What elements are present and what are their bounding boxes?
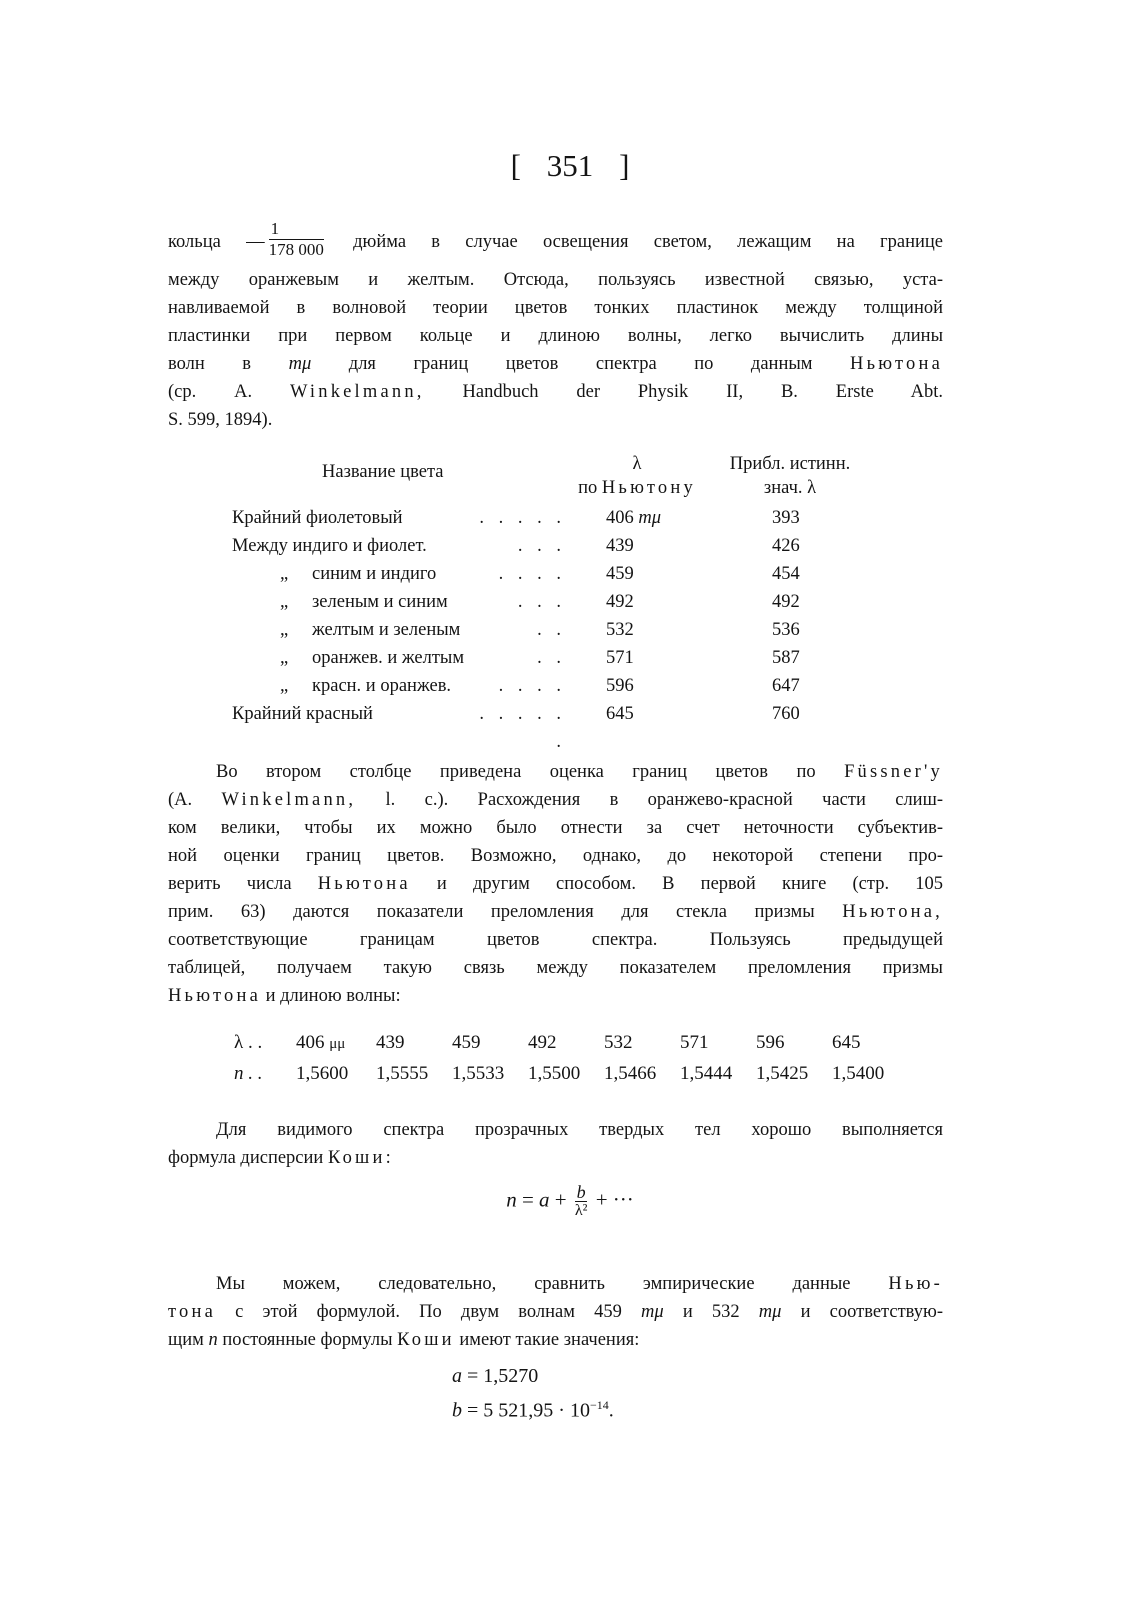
color-boundary-table <box>232 452 892 752</box>
table-header <box>232 452 892 504</box>
row-true: 426 <box>772 536 800 556</box>
text: имеют такие значения: <box>459 1330 640 1350</box>
text: (ср. A. <box>168 382 253 402</box>
cell: 492 <box>528 1032 557 1053</box>
ditto-mark: „ <box>280 676 289 696</box>
cell: 1,5500 <box>528 1063 581 1084</box>
table-row <box>232 504 892 532</box>
text-line <box>168 1270 943 1298</box>
text-line <box>168 218 943 266</box>
fraction-numerator: 1 <box>269 219 324 240</box>
row-true: 536 <box>772 620 800 640</box>
unit-text: mμ <box>638 508 662 528</box>
cell: 571 <box>680 1032 709 1053</box>
name-spaced: Ньютону <box>601 478 696 498</box>
name-spaced: Коши: <box>327 1148 394 1168</box>
punctuation: . <box>608 1399 614 1422</box>
row-name <box>280 616 460 644</box>
formula-symbol: b <box>452 1399 462 1422</box>
text: верить числа <box>168 874 292 894</box>
formula-symbol: n <box>506 1187 517 1212</box>
text: и другим способом. В первой книге (стр. 105 <box>436 874 944 894</box>
table-row <box>232 616 892 644</box>
name-spaced: Ньютона <box>850 354 944 374</box>
text-line <box>168 378 943 406</box>
paragraph-2 <box>168 758 943 1010</box>
paragraph-3 <box>168 1116 943 1172</box>
cell <box>296 1028 376 1059</box>
text: Во втором столбце приведена оценка границ цветов по <box>216 762 816 782</box>
bracket-close: ] <box>619 148 630 183</box>
cauchy-formula <box>0 1184 1140 1219</box>
row-name: Крайний фиолетовый <box>232 508 403 528</box>
row-name <box>280 588 448 616</box>
row-name: Между индиго и фиолет. <box>232 536 427 556</box>
text: щим <box>168 1330 204 1350</box>
text: Мы можем, следовательно, сравнить эмпирические данные <box>216 1274 851 1294</box>
row-name <box>280 560 436 588</box>
text-line: соответствующие границам цветов спектра. Пользуясь предыдущей <box>168 930 943 950</box>
unit-text: mμ <box>288 354 312 374</box>
header-text: знач. λ <box>763 478 817 498</box>
constant-b <box>452 1391 614 1426</box>
text: зеленым и синим <box>312 592 448 612</box>
cell: 1,5533 <box>452 1063 505 1084</box>
header-text: λ <box>632 454 642 474</box>
text: прим. 63) даются показатели преломления для стекла призмы <box>168 902 815 922</box>
text: (A. <box>168 790 193 810</box>
cell: 1,5400 <box>832 1063 885 1084</box>
ditto-mark: „ <box>280 648 289 668</box>
row-name <box>280 672 451 700</box>
text: l. c.). Расхождения в оранжево-красной части слиш- <box>385 790 943 810</box>
cell: 439 <box>376 1032 405 1053</box>
name-spaced: Ньютона <box>317 874 411 894</box>
leader-dots: . . <box>537 620 566 640</box>
fraction <box>269 219 324 260</box>
text-line: Для видимого спектра прозрачных твердых тел хорошо выполняется <box>216 1120 943 1140</box>
fraction-numerator: b <box>576 1182 586 1202</box>
leader-dots: . . <box>537 648 566 668</box>
row-true: 760 <box>772 704 800 724</box>
ditto-mark: „ <box>280 592 289 612</box>
header-true-value <box>710 452 870 500</box>
cell: 459 <box>452 1032 481 1053</box>
row-newton: 459 <box>606 564 634 584</box>
text: Handbuch der Physik II, B. Erste Abt. <box>462 382 944 402</box>
text-line: пластинки при первом кольце и длиною волны, легко вычислить длины <box>168 326 943 346</box>
leader-dots: . . . <box>517 536 566 556</box>
cell: 645 <box>832 1032 861 1053</box>
cauchy-constants <box>452 1362 614 1426</box>
text: постоянные формулы <box>222 1330 393 1350</box>
formula-symbol: a <box>452 1365 462 1387</box>
leader-dots: . . . <box>517 592 566 612</box>
text-line: между оранжевым и желтым. Отсюда, пользуясь известной связью, уста- <box>168 270 943 290</box>
text: оранжев. и желтым <box>312 648 465 668</box>
formula-operator: = <box>521 1187 534 1212</box>
cell: 1,5555 <box>376 1063 429 1084</box>
header-color-name: Название цвета <box>322 462 444 482</box>
row-name <box>280 644 464 672</box>
formula-operator: + <box>554 1187 567 1212</box>
formula-tail: + ··· <box>595 1187 634 1212</box>
table-row <box>232 672 892 700</box>
text-line <box>168 1326 943 1354</box>
constant-value: = 5 521,95 · 10 <box>467 1399 590 1422</box>
formula-fraction <box>575 1184 588 1219</box>
header-text: по <box>578 478 598 498</box>
value: 406 <box>296 1032 325 1053</box>
text-line: таблицей, получаем такую связь между показателем преломления призмы <box>168 958 943 978</box>
text: дюйма в случае освещения светом, лежащим на границе <box>353 232 943 252</box>
name-spaced: Füssner'у <box>844 762 944 782</box>
formula-symbol: n <box>208 1330 218 1350</box>
text-line <box>168 758 943 786</box>
constant-value: = 1,5270 <box>467 1365 539 1387</box>
cell: 532 <box>604 1032 633 1053</box>
table-row <box>232 532 892 560</box>
text: для границ цветов спектра по данным <box>348 354 813 374</box>
name-spaced: Нью- <box>888 1274 944 1294</box>
text: красн. и оранжев. <box>312 676 452 696</box>
n-row <box>234 1059 908 1088</box>
text-line <box>168 1144 943 1172</box>
text-line <box>168 786 943 814</box>
leader-dots: . . . . . . <box>479 704 566 752</box>
text-line: ной оценки границ цветов. Возможно, однако, до некоторой степени про- <box>168 846 943 866</box>
row-newton: 571 <box>606 648 634 668</box>
name-spaced: Коши <box>397 1330 455 1350</box>
text-line: ком велики, чтобы их можно было отнести за счет неточности субъектив- <box>168 818 943 838</box>
refraction-index-table <box>234 1028 908 1088</box>
row-newton <box>606 504 661 532</box>
fraction-denominator: λ² <box>574 1202 588 1219</box>
unit-text: mμ <box>641 1302 664 1322</box>
table-row <box>232 588 892 616</box>
paragraph-1 <box>168 218 943 434</box>
table-body <box>232 504 892 752</box>
table-row <box>232 700 892 752</box>
text: и 532 <box>682 1302 740 1322</box>
ditto-mark: „ <box>280 564 289 584</box>
header-newton <box>567 452 707 500</box>
row-true: 393 <box>772 508 800 528</box>
text: синим и индиго <box>312 564 437 584</box>
cell: 1,5444 <box>680 1063 733 1084</box>
text-line: навливаемой в волновой теории цветов тонких пластинок между толщиной <box>168 298 943 318</box>
text: волн в <box>168 354 252 374</box>
fraction-denominator: 178 000 <box>268 240 324 260</box>
text: желтым и зеленым <box>312 620 461 640</box>
leader-dots: . . . . <box>498 676 566 696</box>
formula-symbol: a <box>539 1187 550 1212</box>
name-spaced: Winkelmann, <box>289 382 425 402</box>
cell: 1,5466 <box>604 1063 657 1084</box>
header-text: Прибл. истинн. <box>729 454 851 474</box>
lambda-row <box>234 1028 908 1059</box>
text: с этой формулой. По двум волнам 459 <box>235 1302 622 1322</box>
row-label: λ . . <box>234 1032 263 1053</box>
row-label: n . . <box>234 1063 263 1084</box>
unit-text: mμ <box>758 1302 782 1322</box>
row-newton: 532 <box>606 620 634 640</box>
row-true: 647 <box>772 676 800 696</box>
text-line <box>168 870 943 898</box>
text-line <box>168 350 943 378</box>
table-row <box>232 560 892 588</box>
row-true: 454 <box>772 564 800 584</box>
cell: 1,5600 <box>296 1063 349 1084</box>
value: 406 <box>606 508 634 528</box>
name-spaced: тона <box>168 1302 217 1322</box>
text: и длиною волны: <box>265 986 401 1006</box>
text-line: S. 599, 1894). <box>168 410 273 430</box>
leader-dots: . . . . . <box>479 508 566 528</box>
text-line <box>168 898 943 926</box>
name-spaced: Winkelmann, <box>221 790 357 810</box>
paragraph-4 <box>168 1270 943 1354</box>
bracket-open: [ <box>510 148 521 183</box>
text-line <box>168 982 943 1010</box>
row-newton: 439 <box>606 536 634 556</box>
row-newton: 645 <box>606 704 634 724</box>
constant-a <box>452 1362 614 1391</box>
cell: 596 <box>756 1032 785 1053</box>
name-spaced: Ньютона <box>168 986 261 1006</box>
table-row <box>232 644 892 672</box>
page-number <box>0 148 1140 184</box>
row-newton: 492 <box>606 592 634 612</box>
leader-dots: . . . . <box>498 564 566 584</box>
text: кольца — <box>168 232 265 252</box>
row-newton: 596 <box>606 676 634 696</box>
exponent: −14 <box>589 1398 609 1412</box>
unit-text: μμ <box>329 1036 346 1052</box>
row-name: Крайний красный <box>232 704 373 724</box>
text-line <box>168 1298 943 1326</box>
cell: 1,5425 <box>756 1063 809 1084</box>
ditto-mark: „ <box>280 620 289 640</box>
name-spaced: Ньютона, <box>842 902 944 922</box>
page-number-value: 351 <box>546 148 594 183</box>
text: формула дисперсии <box>168 1148 324 1168</box>
text: и соответствую- <box>800 1302 943 1322</box>
row-true: 587 <box>772 648 800 668</box>
row-true: 492 <box>772 592 800 612</box>
